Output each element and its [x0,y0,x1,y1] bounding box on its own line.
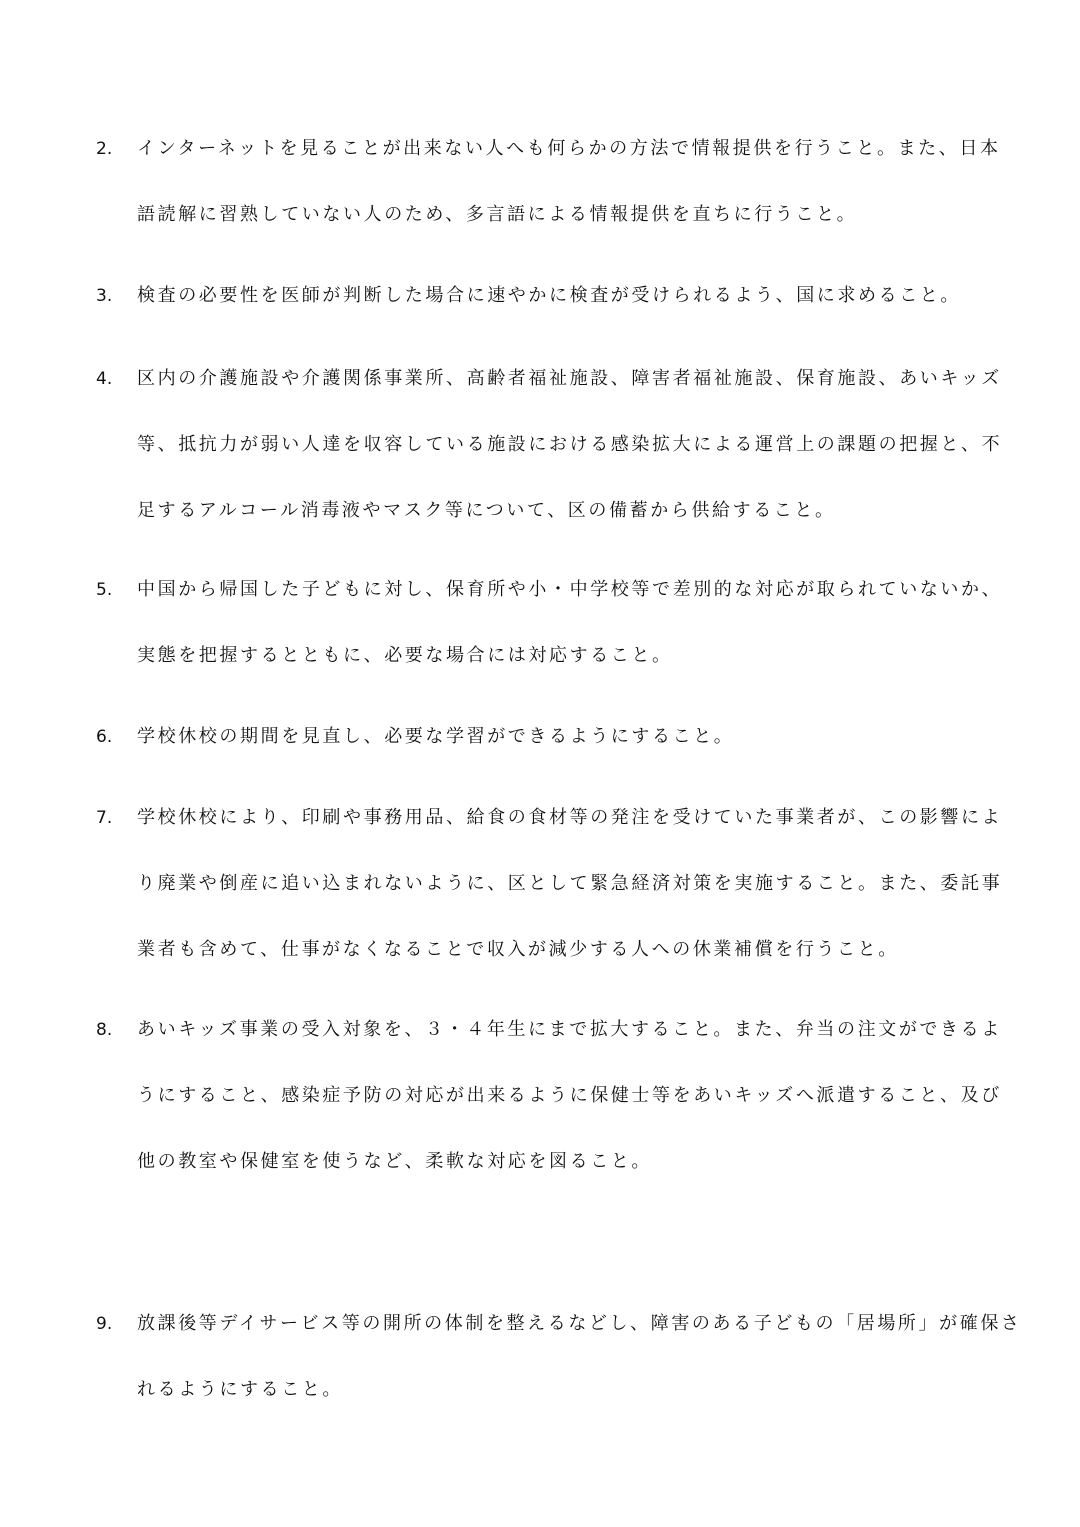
text-line: 中国から帰国した子どもに対し、保育所や小・中学校等で差別的な対応が取られていないか、 [137,579,1003,600]
item-number: 3. [96,286,113,306]
item-number: 7. [96,808,113,828]
text-line: 区内の介護施設や介護関係事業所、高齢者福祉施設、障害者福祉施設、保育施設、あいキッズ [137,368,1002,389]
item-number: 4. [96,369,113,389]
text-line: あいキッズ事業の受入対象を、３・４年生にまで拡大すること。また、弁当の注文ができるよ [137,1019,1002,1040]
text-line: 検査の必要性を医師が判断した場合に速やかに検査が受けられるよう、国に求めること。 [137,285,961,306]
text-line: インターネットを見ることが出来ない人へも何らかの方法で情報提供を行うこと。また、日本 [137,138,1001,159]
text-line: 語読解に習熟していない人のため、多言語による情報提供を直ちに行うこと。 [137,204,858,225]
text-line: 放課後等デイサービス等の開所の体制を整えるなどし、障害のある子どもの「居場所」が確保さ [137,1313,1022,1334]
text-line: 足するアルコール消毒液やマスク等について、区の備蓄から供給すること。 [137,500,836,521]
item-text [137,557,1003,689]
item-number: 8. [96,1020,113,1040]
text-line: 他の教室や保健室を使うなど、柔軟な対応を図ること。 [137,1151,652,1172]
item-text [137,704,985,770]
item-number: 5. [96,580,113,600]
text-line: り廃業や倒産に追い込まれないように、区として緊急経済対策を実施すること。また、委託事 [137,873,1003,894]
item-text [137,263,985,329]
item-text [137,116,1001,248]
text-line: 等、抵抗力が弱い人達を収容している施設における感染拡大による運営上の課題の把握と、不 [137,434,1003,455]
text-line: れるようにすること。 [137,1379,343,1400]
text-line: 業者も含めて、仕事がなくなることで収入が減少する人への休業補償を行うこと。 [137,939,899,960]
item-number: 2. [96,139,113,159]
item-text [137,346,1003,544]
item-text [137,785,1003,983]
item-number: 6. [96,727,113,747]
text-line: 実態を把握するとともに、必要な場合には対応すること。 [137,645,673,666]
item-number: 9. [96,1314,113,1334]
text-line: 学校休校の期間を見直し、必要な学習ができるようにすること。 [137,726,735,747]
text-line: うにすること、感染症予防の対応が出来るように保健士等をあいキッズへ派遣すること、及び [137,1085,1002,1106]
item-text [137,997,1002,1195]
text-line: 学校休校により、印刷や事務用品、給食の食材等の発注を受けていた事業者が、この影響によ [137,807,1003,828]
item-text [137,1291,1022,1423]
